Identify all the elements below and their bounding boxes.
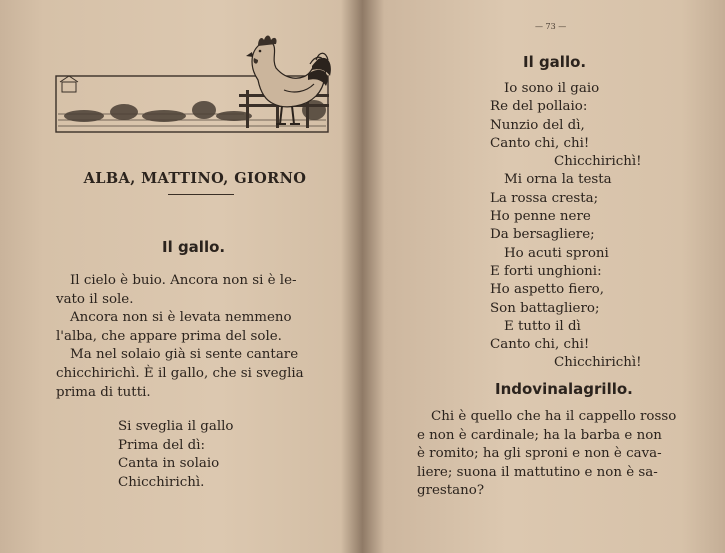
poem-line: Re del pollaio: — [490, 99, 588, 115]
right-poem — [490, 80, 642, 373]
poem-line: Ho aspetto fiero, — [490, 282, 605, 298]
riddle-line: Chi è quello che ha il cappello rosso — [431, 409, 677, 424]
section-title: ALBA, MATTINO, GIORNO — [83, 170, 307, 187]
poem-line: Canto chi, chi! — [490, 135, 590, 151]
left-heading: Il gallo. — [162, 238, 226, 256]
poem-line: Mi orna la testa — [504, 172, 612, 188]
prose-line: l'alba, che appare prima del sole. — [56, 328, 282, 344]
left-prose — [56, 272, 304, 402]
title-divider — [168, 194, 234, 195]
prose-line: Ancora non si è levata nemmeno — [70, 310, 292, 326]
poem-line: Da bersagliere; — [490, 227, 595, 243]
riddle-line: grestano? — [417, 483, 484, 499]
poem-line: Si sveglia il gallo — [118, 419, 234, 434]
poem-line: Nunzio del dì, — [490, 117, 585, 133]
riddle-line: e non è cardinale; ha la barba e non — [417, 427, 662, 443]
poem-line: Canta in solaio — [118, 456, 220, 472]
poem-line: Son battagliero; — [490, 300, 600, 316]
rooster-on-fence-illustration — [54, 30, 332, 136]
poem-line: Io sono il gaio — [504, 81, 600, 96]
prose-line: vato il sole. — [56, 291, 134, 307]
poem-line: E tutto il dì — [504, 318, 581, 334]
poem-line: Chicchirichì. — [118, 474, 205, 490]
prose-line: chicchirichì. È il gallo, che si sveglia — [56, 365, 304, 381]
poem-line: Chicchirichì! — [554, 154, 642, 170]
right-heading: Il gallo. — [523, 53, 587, 71]
poem-line: Chicchirichì! — [554, 355, 642, 371]
poem-line: La rossa cresta; — [490, 190, 599, 206]
poem-line: Canto chi, chi! — [490, 337, 590, 353]
riddle-prose — [417, 408, 676, 501]
prose-line: Ma nel solaio già si sente cantare — [70, 347, 299, 363]
poem-line: Ho penne nere — [490, 209, 591, 225]
riddle-line: liere; suona il mattutino e non è sa- — [417, 464, 658, 480]
poem-line: Prima del dì: — [118, 437, 206, 453]
poem-line: E forti unghioni: — [490, 263, 602, 279]
left-poem — [118, 418, 233, 492]
prose-line: prima di tutti. — [56, 384, 151, 400]
left-page — [0, 0, 362, 553]
page-number: — 73 — — [535, 22, 567, 31]
poem-line: Ho acuti sproni — [504, 245, 609, 261]
riddle-line: è romito; ha gli sproni e non è cava- — [417, 446, 662, 462]
prose-line: Il cielo è buio. Ancora non si è le- — [70, 273, 297, 288]
riddle-heading: Indovinalagrillo. — [495, 380, 633, 398]
